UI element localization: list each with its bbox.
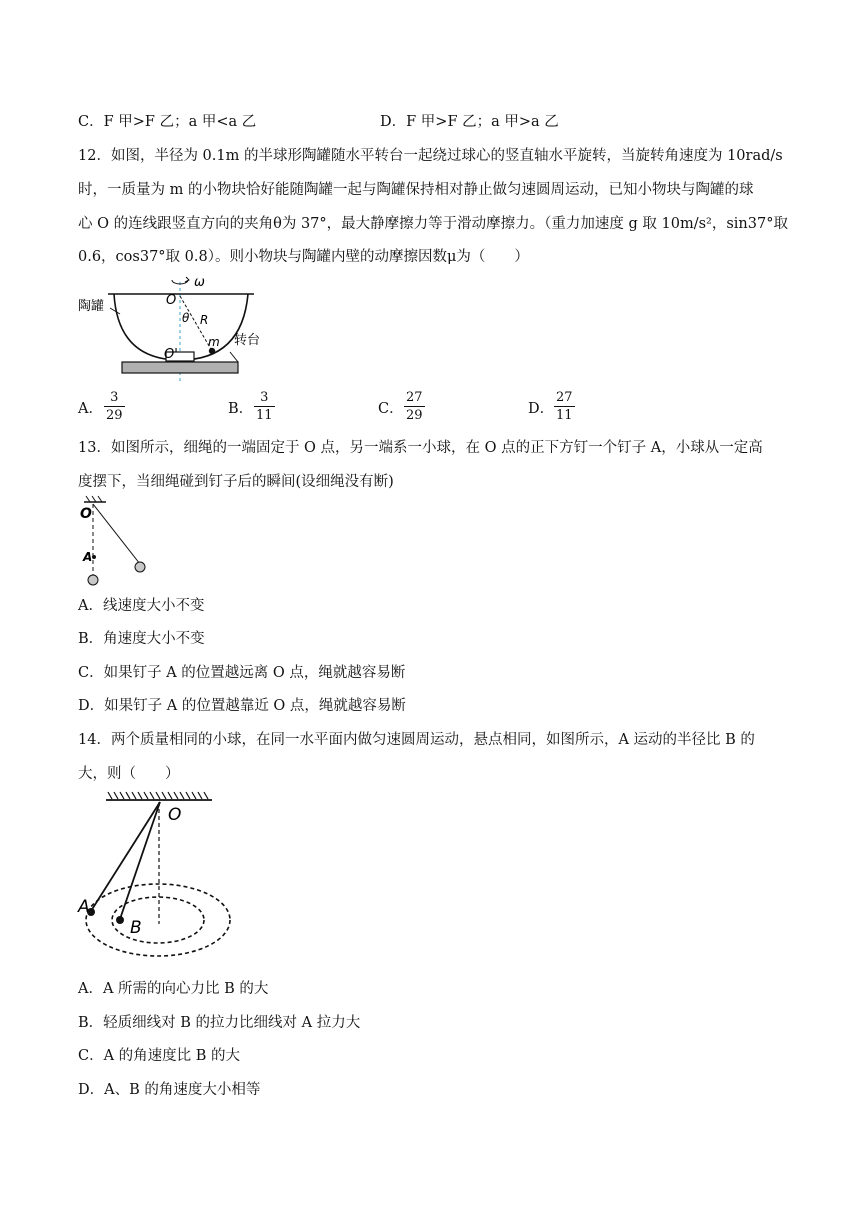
q13-fig-label-A: A xyxy=(83,550,93,564)
q12-option-c-prefix: C． xyxy=(378,401,404,417)
q12-option-a-den: 29 xyxy=(106,408,123,423)
q14-fig-label-A: A xyxy=(78,897,90,917)
q12-fig-label-theta: θ xyxy=(182,311,190,325)
q14-fig-label-O: O xyxy=(168,805,182,825)
q12-stem-line2: 时，一质量为 m 的小物块恰好能随陶罐一起与陶罐保持相对静止做匀速圆周运动，已知小物块与陶罐的球 xyxy=(78,182,754,198)
q12-option-b-den: 11 xyxy=(256,408,273,423)
q12-option-d-num: 27 xyxy=(556,390,573,405)
q12-option-d-prefix: D． xyxy=(528,401,555,417)
q13-option-d: D．如果钉子 A 的位置越靠近 O 点，绳就越容易断 xyxy=(78,698,406,714)
q14-option-d: D．A、B 的角速度大小相等 xyxy=(78,1082,261,1098)
q12-option-a-fraction xyxy=(104,390,125,423)
q14-fig-label-B: B xyxy=(130,918,142,938)
q12-option-b-prefix: B． xyxy=(228,401,254,417)
q12-fig-label-O: O xyxy=(166,293,177,308)
q12-option-c-num: 27 xyxy=(406,390,423,405)
q14-option-b: B．轻质细线对 B 的拉力比细线对 A 拉力大 xyxy=(78,1015,361,1031)
q13-stem-line1: 13．如图所示，细绳的一端固定于 O 点，另一端系一小球，在 O 点的正下方钉一个钉子 A，小球从一定高 xyxy=(78,440,763,456)
q12-option-c-den: 29 xyxy=(406,408,423,423)
q14-option-a: A．A 所需的向心力比 B 的大 xyxy=(78,981,269,997)
q13-option-c: C．如果钉子 A 的位置越远离 O 点，绳就越容易断 xyxy=(78,665,406,681)
q14-stem-line1: 14．两个质量相同的小球，在同一水平面内做匀速圆周运动，悬点相同，如图所示，A 运动的半径比 B 的 xyxy=(78,732,755,748)
q13-option-b: B．角速度大小不变 xyxy=(78,631,205,647)
q12-option-b-num: 3 xyxy=(260,390,269,405)
q14-figure-conical-pendulums xyxy=(78,788,238,964)
q12-stem-line4: 0.6，cos37°取 0.8）。则小物块与陶罐内壁的动摩擦因数μ为（ ） xyxy=(78,249,529,265)
q12-fig-label-omega: ω xyxy=(194,275,205,290)
q12-option-a-prefix: A． xyxy=(78,401,103,417)
q13-stem-line2: 度摆下，当细绳碰到钉子后的瞬间(设细绳没有断) xyxy=(78,474,394,490)
q13-figure-pendulum xyxy=(80,496,160,590)
q12-figure-jar-turntable xyxy=(78,272,278,384)
q12-option-c-fraction xyxy=(404,390,425,423)
q12-option-d-fraction xyxy=(554,390,575,423)
q12-fig-label-R: R xyxy=(200,313,209,327)
q12-option-d-den: 11 xyxy=(556,408,573,423)
q13-option-a: A．线速度大小不变 xyxy=(78,598,205,614)
q12-option-a-num: 3 xyxy=(110,390,119,405)
q12-fig-label-table: 转台 xyxy=(234,333,261,348)
q11-option-d: D．F 甲>F 乙；a 甲>a 乙 xyxy=(380,114,559,130)
q14-option-c: C．A 的角速度比 B 的大 xyxy=(78,1048,241,1064)
q12-fig-label-jar: 陶罐 xyxy=(78,299,105,314)
q13-fig-label-O: O xyxy=(80,506,92,522)
q11-option-c: C．F 甲>F 乙；a 甲<a 乙 xyxy=(78,114,257,130)
q12-option-b-fraction xyxy=(254,390,275,423)
q12-stem-line1: 12．如图，半径为 0.1m 的半球形陶罐随水平转台一起绕过球心的竖直轴水平旋转，当旋转角速度为 10rad/s xyxy=(78,148,783,164)
q14-stem-line2: 大，则（ ） xyxy=(78,766,180,782)
q12-stem-line3: 心 O 的连线跟竖直方向的夹角θ为 37°，最大静摩擦力等于滑动摩擦力。（重力加速度 g 取 10m/s²，sin37°取 xyxy=(78,216,788,232)
q12-fig-label-m: m xyxy=(208,335,220,349)
q12-fig-label-O2: O' xyxy=(164,347,178,362)
